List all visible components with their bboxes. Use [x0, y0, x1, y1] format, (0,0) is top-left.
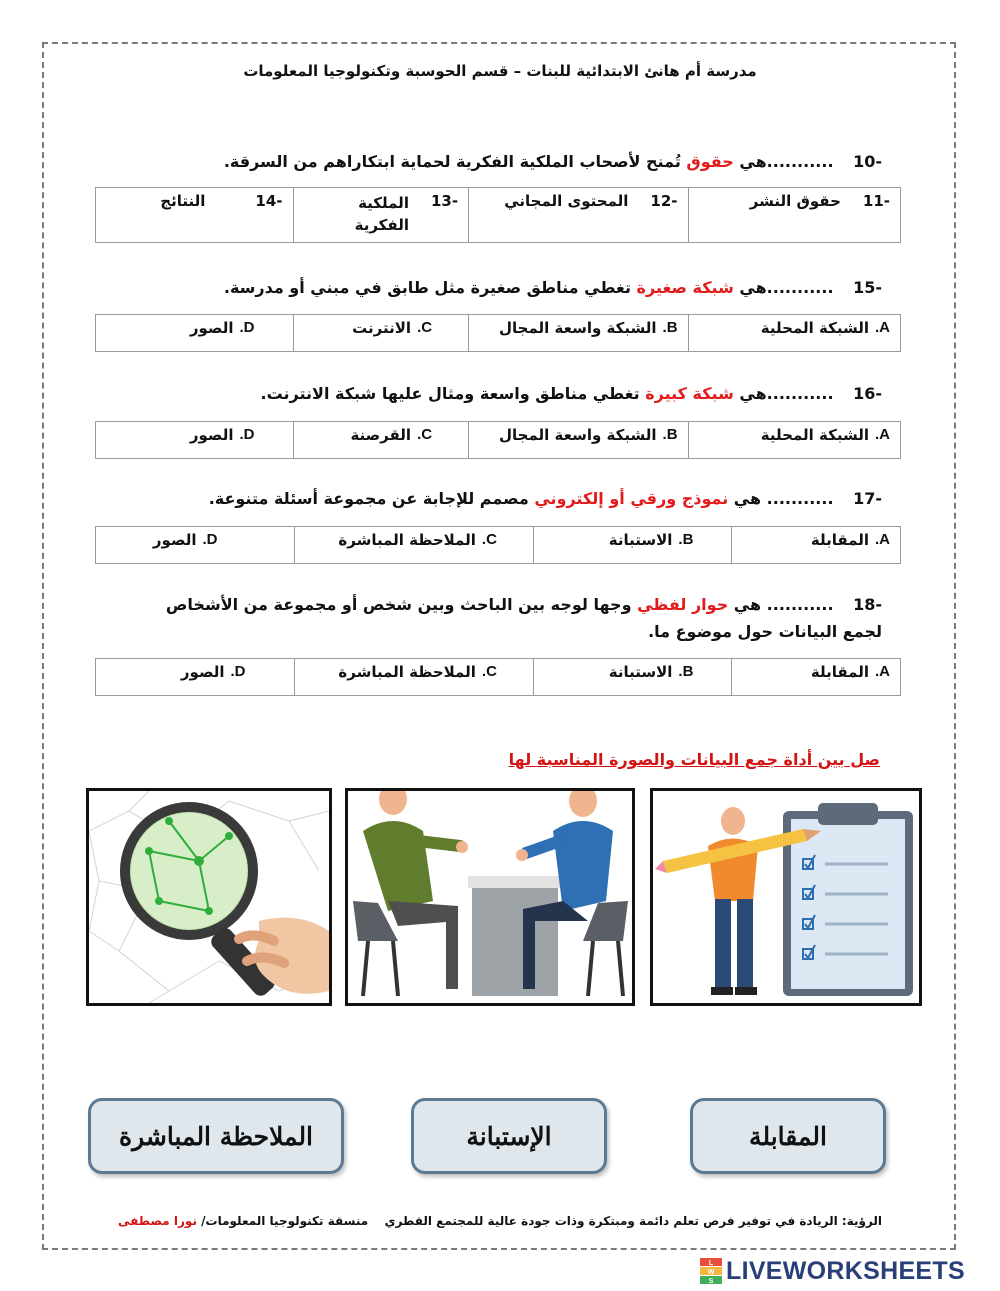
- option-letter: C.: [481, 663, 497, 680]
- option-letter: B.: [662, 319, 678, 336]
- question-pre: هي: [733, 489, 762, 508]
- questionnaire-image[interactable]: [650, 788, 922, 1006]
- option-b[interactable]: [533, 659, 732, 695]
- option-text: الصور: [152, 531, 197, 549]
- options-row-10: [95, 187, 901, 243]
- question-17: [110, 485, 882, 512]
- option-text: الانترنت: [352, 319, 412, 337]
- answer-blank[interactable]: ...........: [766, 384, 834, 403]
- option-11[interactable]: [688, 188, 900, 242]
- question-text: تغطي مناطق واسعة ومثال عليها شبكة الانترنت.: [260, 384, 640, 403]
- question-keyword: شبكة صغيرة: [636, 278, 734, 297]
- option-letter: D.: [239, 319, 255, 336]
- question-text: مصمم للإجابة عن مجموعة أسئلة متنوعة.: [208, 489, 529, 508]
- coordinator-label: منسقة تكنولوجيا المعلومات/: [201, 1214, 369, 1228]
- question-10: [110, 148, 882, 175]
- question-16: [110, 380, 882, 407]
- option-text: حقوق النشر: [749, 192, 841, 210]
- option-letter: B.: [678, 531, 694, 548]
- option-letter: B.: [662, 426, 678, 443]
- icon-letter: W: [707, 1269, 715, 1276]
- option-c[interactable]: [293, 422, 469, 458]
- answer-observation-button[interactable]: الملاحظة المباشرة: [88, 1098, 344, 1174]
- option-b[interactable]: [468, 422, 687, 458]
- option-c[interactable]: [294, 527, 533, 563]
- option-letter: A.: [874, 531, 890, 548]
- liveworksheets-icon: [700, 1258, 722, 1284]
- option-text: الشبكة واسعة المجال: [499, 319, 657, 337]
- interview-illustration: [348, 791, 632, 1003]
- option-letter: C.: [417, 426, 433, 443]
- network-magnifier-image[interactable]: [86, 788, 332, 1006]
- option-a[interactable]: [688, 422, 900, 458]
- question-keyword: نموذج ورقي أو إلكتروني: [534, 489, 729, 508]
- option-a[interactable]: [731, 527, 900, 563]
- option-number: -11: [862, 192, 890, 210]
- option-letter: D.: [239, 426, 255, 443]
- option-letter: A.: [874, 663, 890, 680]
- option-text: الصور: [180, 663, 225, 681]
- option-letter: C.: [417, 319, 433, 336]
- option-12[interactable]: [468, 188, 687, 242]
- option-d[interactable]: [96, 659, 294, 695]
- options-row-17: [95, 526, 901, 564]
- question-pre: هي: [739, 384, 767, 403]
- question-keyword: شبكة كبيرة: [645, 384, 734, 403]
- option-text: الملكية الفكرية: [354, 194, 409, 234]
- question-text: تغطي مناطق صغيرة مثل طابق في مبني أو مدرسة.: [223, 278, 631, 297]
- option-letter: D.: [230, 663, 246, 680]
- question-pre: هي: [739, 278, 767, 297]
- answer-blank[interactable]: ...........: [766, 152, 834, 171]
- answer-questionnaire-button[interactable]: الإستبانة: [411, 1098, 607, 1174]
- icon-letter: L: [708, 1260, 714, 1267]
- option-number: -14: [255, 192, 283, 210]
- option-text: النتائج: [160, 192, 206, 210]
- options-row-18: [95, 658, 901, 696]
- options-row-16: [95, 421, 901, 459]
- option-c[interactable]: [294, 659, 533, 695]
- option-a[interactable]: [688, 315, 900, 351]
- question-number: -17: [853, 489, 882, 508]
- coordinator-credit: [118, 1214, 368, 1228]
- question-18: [135, 591, 882, 645]
- liveworksheets-logo[interactable]: [700, 1258, 965, 1284]
- question-pre: هي: [739, 152, 767, 171]
- option-text: المقابلة: [810, 663, 869, 681]
- option-text: الشبكة المحلية: [760, 319, 869, 337]
- option-text: الشبكة واسعة المجال: [499, 426, 657, 444]
- options-row-15: [95, 314, 901, 352]
- answer-blank[interactable]: ...........: [766, 595, 834, 614]
- option-letter: A.: [874, 319, 890, 336]
- answer-blank[interactable]: ...........: [766, 489, 834, 508]
- magnifier-illustration: [89, 791, 329, 1003]
- option-d[interactable]: [96, 315, 293, 351]
- option-letter: C.: [481, 531, 497, 548]
- coordinator-name: نورا مصطفى: [118, 1214, 197, 1228]
- option-text: الصور: [189, 426, 234, 444]
- option-b[interactable]: [533, 527, 732, 563]
- question-number: -16: [853, 384, 882, 403]
- option-text: المحتوى المجاني: [504, 192, 629, 210]
- option-number: -13: [430, 192, 459, 210]
- question-pre: هي: [733, 595, 762, 614]
- option-d[interactable]: [96, 422, 293, 458]
- option-c[interactable]: [293, 315, 469, 351]
- question-number: -18: [853, 595, 882, 614]
- question-text: تُمنح لأصحاب الملكية الفكرية لحماية ابتكاراهم من السرقة.: [223, 152, 681, 171]
- question-number: -10: [853, 152, 882, 171]
- option-number: -12: [650, 192, 678, 210]
- option-text: المقابلة: [810, 531, 869, 549]
- option-b[interactable]: [468, 315, 687, 351]
- option-d[interactable]: [96, 527, 294, 563]
- matching-instruction: صل بين أداة جمع البيانات والصورة المناسبة لها: [508, 750, 880, 769]
- option-14[interactable]: [96, 188, 293, 242]
- question-15: [110, 274, 882, 301]
- option-letter: A.: [874, 426, 890, 443]
- interview-image[interactable]: [345, 788, 635, 1006]
- school-header: مدرسة أم هانئ الابتدائية للبنات – قسم الحوسبة وتكنولوجيا المعلومات: [243, 62, 757, 80]
- option-text: الصور: [189, 319, 234, 337]
- option-text: الملاحظة المباشرة: [338, 663, 476, 681]
- option-letter: B.: [678, 663, 694, 680]
- option-text: الاستبانة: [608, 531, 673, 549]
- logo-text: LIVEWORKSHEETS: [726, 1256, 965, 1285]
- question-keyword: حوار لفظي: [637, 595, 729, 614]
- answer-interview-button[interactable]: المقابلة: [690, 1098, 886, 1174]
- answer-blank[interactable]: ...........: [766, 278, 834, 297]
- questionnaire-illustration: [653, 791, 919, 1003]
- option-a[interactable]: [731, 659, 900, 695]
- question-keyword: حقوق: [686, 152, 734, 171]
- option-letter: D.: [202, 531, 218, 548]
- option-text: الاستبانة: [608, 663, 673, 681]
- option-text: الملاحظة المباشرة: [338, 531, 476, 549]
- question-text: وجها لوجه بين الباحث وبين شخص أو مجموعة من الأشخاص لجمع البيانات حول موضوع ما.: [165, 595, 882, 641]
- question-number: -15: [853, 278, 882, 297]
- option-text: القرصنة: [350, 426, 412, 444]
- option-text: الشبكة المحلية: [760, 426, 869, 444]
- vision-statement: الرؤية: الريادة في توفير فرص تعلم دائمة ومبتكرة وذات جودة عالية للمجتمع القطري: [384, 1214, 882, 1228]
- icon-letter: S: [708, 1278, 714, 1284]
- option-13[interactable]: [293, 188, 469, 242]
